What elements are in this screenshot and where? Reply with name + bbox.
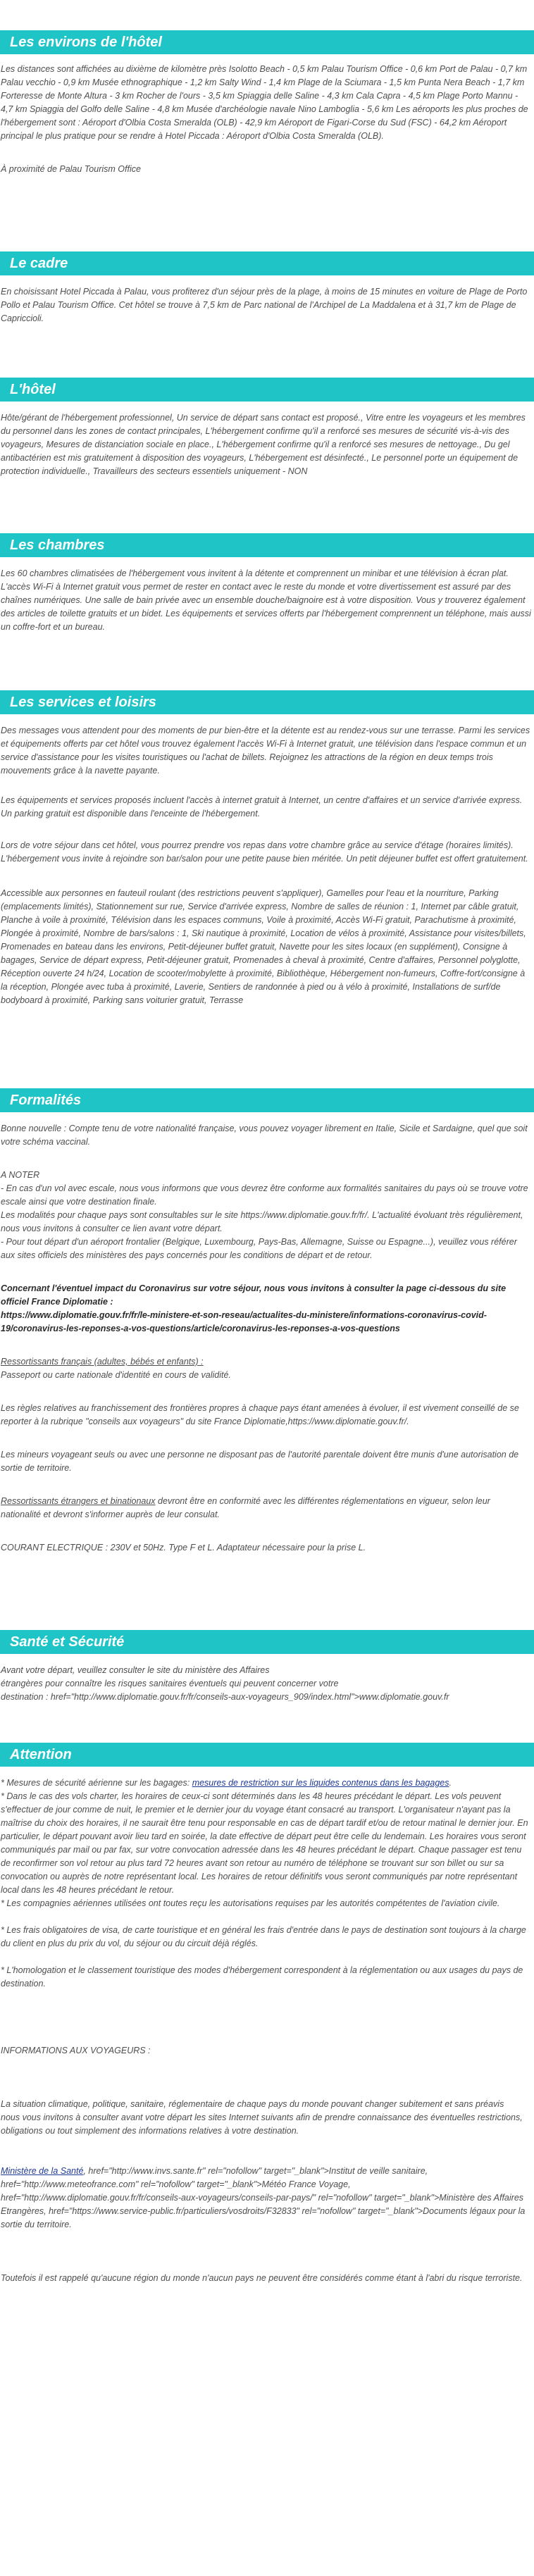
- coronavirus-intro: Concernant l'éventuel impact du Coronavirus sur votre séjour, nous vous invitons à consulter la page ci-dessous du site officiel France Diplomatie :: [1, 1283, 507, 1307]
- hotel-text: Hôte/gérant de l'hébergement professionnel, Un service de départ sans contact est proposé., Vitre entre les voyageurs et les membres du personnel dans les zones de contact principales, L'hébergement confirme qu'il a renforcé ses mesures de sécurité vis-à-vis des voyageurs, Mesures de distanciation sociale en place., L'hébergement confirme qu'il a renforcé ses mesures de nettoyage., Du gel antibactérien est mis gratuitement à disposition des voyageurs, L'hébergement est désinfecté., Le personnel porte un équipement de protection individuelle., Travailleurs des secteurs essentiels uniquement - NON: [1, 413, 526, 476]
- etrangers-heading: Ressortissants étrangers et binationaux: [1, 1496, 156, 1506]
- services-paragraph: Les équipements et services proposés incluent l'accès à internet gratuit à Internet, un centre d'affaires et un service d'arrivée express. Un parking gratuit est disponible dans l'enceinte de l'hébergement.: [1, 795, 523, 819]
- section-sante: [0, 1630, 534, 1704]
- compagnies-text: * Les compagnies aériennes utilisées ont toutes reçu les autorisations requises par les autorités compétentes de l'aviation civile.: [1, 1898, 500, 1908]
- francais-text: Passeport ou carte nationale d'identité en cours de validité.: [1, 1370, 231, 1380]
- services-paragraph: Lors de votre séjour dans cet hôtel, vous pourrez prendre vos repas dans votre chambre grâce au service d'étage (horaires limités). L'hébergement vous invite à rejoindre son bar/salon pour une petite pause bien méritée. Un petit déjeuner buffet est offert gratuitement.: [1, 840, 528, 864]
- useful-sites: [0, 2165, 534, 2232]
- cadre-text: En choisissant Hotel Piccada à Palau, vous profiterez d'un séjour près de la plage, à moins de 15 minutes en voiture de Plage de Porto Pollo et Palau Tourism Office. Cet hôtel se trouve à 7,5 km de Parc national de l'Archipel de La Maddalena et à 31,7 km de Plage de Capriccioli.: [1, 287, 528, 323]
- section-title-services: Les services et loisirs: [0, 690, 534, 714]
- section-hotel: [0, 378, 534, 478]
- section-title-cadre: Le cadre: [0, 251, 534, 275]
- sante-line: Avant votre départ, veuillez consulter le site du ministère des Affaires: [1, 1665, 270, 1675]
- section-environs: [0, 30, 534, 176]
- nearby-text: À proximité de Palau Tourism Office: [1, 164, 141, 174]
- bagages-text: [0, 1777, 534, 1790]
- francais-block: [0, 1355, 534, 1382]
- services-paragraph: Des messages vous attendent pour des moments de pur bien-être et la détente est au rendez-vous sur une terrasse. Parmi les services et équipements offerts par cet hôtel vous trouvez également l'accès Wi-Fi à Internet gratuit, une télévision dans l'espace commun et un service d'assistance pour les visites touristiques ou l'achat de billets. Rejoignez les attractions de la région en deux temps trois mouvements grâce à la navette payante.: [1, 726, 530, 776]
- section-attention: [0, 1743, 534, 2285]
- chambres-text: Les 60 chambres climatisées de l'hébergement vous invitent à la détente et comprennent un minibar et une télévision à écran plat. L'accès Wi-Fi à Internet gratuit vous permet de rester en contact avec le reste du monde et votre divertissement est assuré par des chaînes numériques. Une salle de bain privée avec un ensemble douche/baignoire est à votre disposition. Vous y trouverez également des articles de toilette gratuits et un bidet. Les équipements et services offerts par l'hébergement comprennent un téléphone, mais aussi un coffre-fort et un bureau.: [1, 568, 531, 632]
- infos-voyageurs-label: INFORMATIONS AUX VOYAGEURS :: [1, 2046, 151, 2055]
- amenities-list: Accessible aux personnes en fauteuil roulant (des restrictions peuvent s'appliquer), Gamelles pour l'eau et la nourriture, Parking (emplacements limités), Stationnement sur rue, Service d'arrivée express, Nombre de salles de réunion : 1, Internet par câble gratuit, Planche à voile à proximité, Télévision dans les espaces communs, Voile à proximité, Accès Wi-Fi gratuit, Parachutisme à proximité, Plongée à proximité, Nombre de bars/salons : 1, Ski nautique à proximité, Location de vélos à proximité, Assistance pour visites/billets, Promenades en bateau dans les environs, Petit-déjeuner buffet gratuit, Navette pour les sites locaux (en supplément), Consigne à bagages, Service de départ express, Petit-déjeuner gratuit, Promenades à cheval à proximité, Centre d'affaires, Personnel polyglotte, Réception ouverte 24 h/24, Location de scooter/mobylette à proximité, Bibliothèque, Hébergement non-fumeurs, Coffre-fort/consigne à la réception, Plongée avec tuba à proximité, Laverie, Sentiers de randonnée à pied ou à vélo à proximité, Installations de surf/de bodyboard à proximité, Parking sans voiturier gratuit, Terrasse: [1, 888, 526, 1005]
- section-title-formalites: Formalités: [0, 1088, 534, 1112]
- coronavirus-url: https://www.diplomatie.gouv.fr/fr/le-ministere-et-son-reseau/actualites-du-ministere/informations-coronavirus-covid-19/coronavirus-les-reponses-a-vos-questions/article/coronavirus-les-reponses-a-vos-questions: [1, 1310, 487, 1333]
- a-noter-item: - En cas d'un vol avec escale, nous vous informons que vous devrez être conforme aux formalités sanitaires du pays où se trouve votre escale ainsi que votre destination finale.: [1, 1183, 528, 1207]
- courant-text: COURANT ELECTRIQUE : 230V et 50Hz. Type F et L. Adaptateur nécessaire pour la prise L.: [1, 1543, 366, 1553]
- section-title-attention: Attention: [0, 1743, 534, 1767]
- etrangers-block: [0, 1495, 534, 1522]
- visa-text: * Les frais obligatoires de visa, de carte touristique et en général les frais d'entrée dans le pays de destination sont toujours à la charge du client en plus du prix du vol, du séjour ou du circuit déjà réglés.: [1, 1925, 526, 1948]
- frontieres-text: Les règles relatives au franchissement des frontières propres à chaque pays étant amenées à évoluer, il est vivement conseillé de se reporter à la rubrique "conseils aux voyageurs" du site France Diplomatie,https://www.diplomatie.gouv.fr/.: [1, 1403, 519, 1426]
- section-formalites: [0, 1088, 534, 1555]
- terrorisme-text: Toutefois il est rappelé qu'aucune région du monde n'aucun pays ne peuvent être considérés comme étant à l'abri du risque terroriste.: [1, 2273, 523, 2283]
- section-title-hotel: L'hôtel: [0, 378, 534, 402]
- a-noter-label: A NOTER: [1, 1170, 40, 1180]
- bagages-prefix: * Mesures de sécurité aérienne sur les bagages:: [1, 1778, 192, 1788]
- ministere-sante-link[interactable]: Ministère de la Santé: [1, 2166, 84, 2176]
- etrangers-text: devront être en conformité avec les différentes réglementations en vigueur, selon leur nationalité et devront s'informer auprès de leur consulat.: [1, 1496, 490, 1519]
- a-noter-item: - Pour tout départ d'un aéroport frontalier (Belgique, Luxembourg, Pays-Bas, Allemagne, Suisse ou Espagne...), veuillez vous référer aux sites officiels des ministères des pays concernés pour les conditions de départ et de retour.: [1, 1237, 517, 1260]
- invitation-text: nous vous invitons à consulter avant votre départ les sites Internet suivants afin de prendre connaissance des éventuelles restrictions, obligations ou tout simplement des informations relatives à votre destination.: [1, 2113, 523, 2136]
- a-noter-item: Les modalités pour chaque pays sont consultables sur le site https://www.diplomatie.gouv.fr/fr/. L'actualité évoluant très régulièrement, nous vous invitons à consulter ce lien avant votre départ.: [1, 1210, 523, 1233]
- section-cadre: [0, 251, 534, 325]
- coronavirus-notice: [0, 1282, 534, 1336]
- distances-text: Les distances sont affichées au dixième de kilomètre près Isolotto Beach - 0,5 km Palau Tourism Office - 0,6 km Port de Palau - 0,7 km Palau vecchio - 0,9 km Musée ethnographique - 1,2 km Salty Wind - 1,4 km Plage de la Sciumara - 1,5 km Punta Nera Beach - 1,7 km Forteresse de Monte Altura - 3 km Rocher de l'ours - 3,5 km Spiaggia delle Saline - 4,3 km Cala Capra - 4,5 km Plage Porto Mannu - 4,7 km Spiaggia del Golfo delle Saline - 4,8 km Musée d'archéologie navale Nino Lamboglia - 5,6 km Les aéroports les plus proches de l'hébergement sont : Aéroport d'Olbia Costa Smeralda (OLB) - 42,9 km Aéroport de Figari-Corse du Sud (FSC) - 64,2 km Aéroport principal le plus pratique pour se rendre à Hotel Piccada : Aéroport d'Olbia Costa Smeralda (OLB).: [1, 64, 528, 141]
- bonne-nouvelle-text: Bonne nouvelle : Compte tenu de votre nationalité française, vous pouvez voyager librement en Italie, Sicile et Sardaigne, quel que soit votre schéma vaccinal.: [1, 1124, 528, 1147]
- section-chambres: [0, 533, 534, 634]
- useful-sites-rest: , href="http://www.invs.sante.fr" rel="nofollow" target="_blank">Institut de veille sanitaire, href="http://www.meteofrance.com" rel="nofollow" target="_blank">Météo France Voyage, href="http://www.diplomatie.gouv.fr/fr/conseils-aux-voyageurs/conseils-par-pays/" rel="nofollow" target="_blank">Ministère des Affaires Etrangères, href="https://www.service-public.fr/particuliers/vosdroits/F32833" rel="nofollow" target="_blank">Documents légaux pour la sortie du territoire.: [1, 2166, 526, 2229]
- section-title-chambres: Les chambres: [0, 533, 534, 557]
- sante-line: étrangères pour connaître les risques sanitaires éventuels qui peuvent concerner votre: [1, 1679, 339, 1688]
- liquids-restriction-link[interactable]: mesures de restriction sur les liquides contenus dans les bagages: [192, 1778, 449, 1788]
- section-title-environs: Les environs de l'hôtel: [0, 30, 534, 54]
- charter-text: * Dans le cas des vols charter, les horaires de ceux-ci sont déterminés dans les 48 heures précédant le départ. Les vols peuvent s'effectuer de jour comme de nuit, le premier et le dernier jour du voyage étant consacré au transport. L'organisateur n'ayant pas la maîtrise du choix des horaires, il ne saurait être tenu pour responsable en cas de départ tardif et/ou de retour matinal le dernier jour. En particulier, le départ pouvant avoir lieu tard en soirée, la date effective de départ peut être celle du lendemain. Les horaires vous seront communiqués par mail ou par fax, sur votre convocation adressée dans les 48 heures précédant le départ. Chaque passager est tenu de reconfirmer son vol retour au plus tard 72 heures avant son retour au numéro de téléphone se trouvant sur son billet ou sur sa convocation ou auprès de notre représentant local. Les horaires de retour définitifs vous seront communiqués par notre représentant local dans les 48 heures précédant le retour.: [1, 1791, 528, 1895]
- situation-text: La situation climatique, politique, sanitaire, réglementaire de chaque pays du monde pouvant changer subitement et sans préavis: [1, 2099, 504, 2109]
- section-services: [0, 690, 534, 1007]
- section-title-sante: Santé et Sécurité: [0, 1630, 534, 1654]
- mineurs-text: Les mineurs voyageant seuls ou avec une personne ne disposant pas de l'autorité parentale doivent être munis d'une autorisation de sortie de territoire.: [1, 1450, 519, 1473]
- homologation-text: * L'homologation et le classement touristique des modes d'hébergement correspondent à la réglementation ou aux usages du pays de destination.: [1, 1965, 523, 1989]
- bagages-suffix: .: [449, 1778, 452, 1788]
- francais-heading: Ressortissants français (adultes, bébés et enfants) :: [1, 1357, 204, 1367]
- sante-line: destination : href="http://www.diplomatie.gouv.fr/fr/conseils-aux-voyageurs_909/index.html">www.diplomatie.gouv.fr: [1, 1692, 449, 1702]
